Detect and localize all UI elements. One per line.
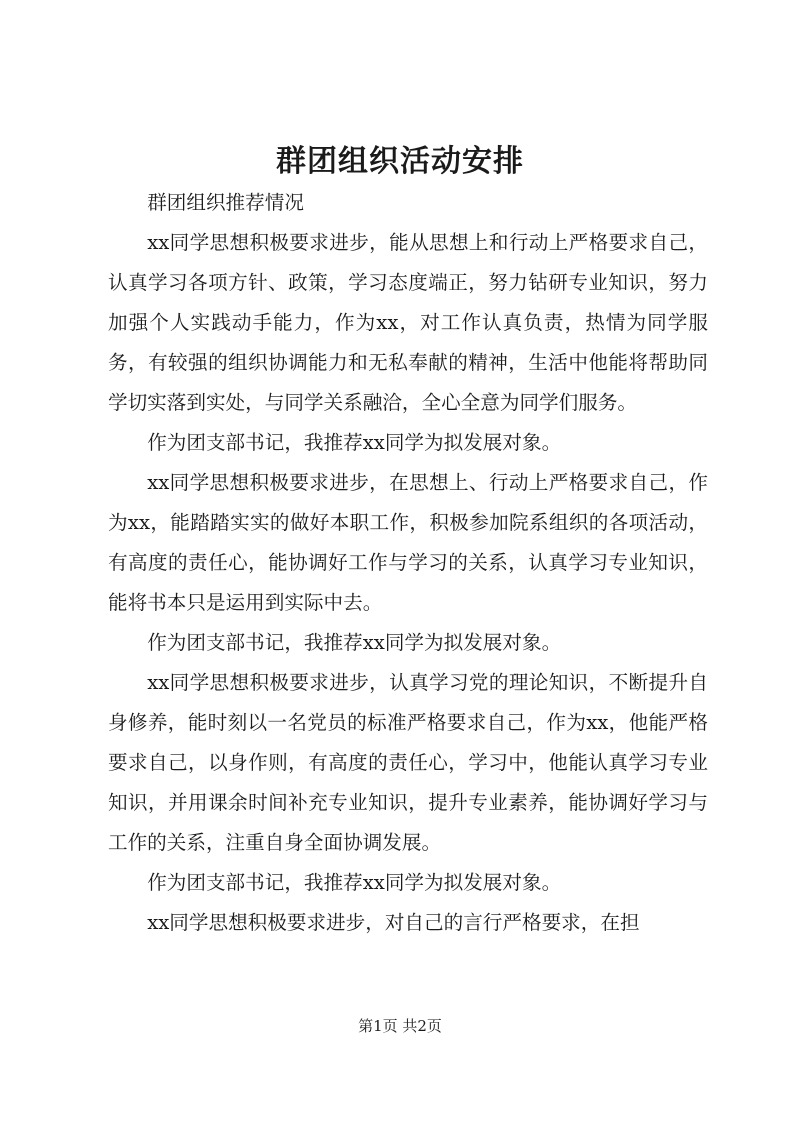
page-footer: 第1页 共2页 [358,1017,442,1035]
paragraph: xx同学思想积极要求进步，能从思想上和行动上严格要求自己，认真学习各项方针、政策，学习态度端正，努力钻研专业知识，努力加强个人实践动手能力，作为xx，对工作认真负责，热情为同学服务，有较强的组织协调能力和无私奉献的精神，生活中他能将帮助同学切实落到实处，与同学关系融洽，全心全意为同学们服务。 [108,231,708,414]
document-body [108,183,708,943]
paragraph: xx同学思想积极要求进步，认真学习党的理论知识，不断提升自身修养，能时刻以一名党员的标准严格要求自己，作为xx，他能严格要求自己，以身作则，有高度的责任心，学习中，他能认真学习专业知识，并用课余时间补充专业知识，提升专业素养，能协调好学习与工作的关系，注重自身全面协调发展。 [108,671,708,854]
paragraph: 作为团支部书记，我推荐xx同学为拟发展对象。 [147,631,562,654]
paragraph: 作为团支部书记，我推荐xx同学为拟发展对象。 [147,431,562,454]
paragraph: 作为团支部书记，我推荐xx同学为拟发展对象。 [147,871,562,894]
document-title: 群团组织活动安排 [276,144,524,179]
paragraph: xx同学思想积极要求进步，在思想上、行动上严格要求自己，作为xx，能踏踏实实的做好本职工作，积极参加院系组织的各项活动，有高度的责任心，能协调好工作与学习的关系，认真学习专业知识，能将书本只是运用到实际中去。 [108,471,708,614]
paragraph: xx同学思想积极要求进步，对自己的言行严格要求，在担 [147,911,640,934]
section-heading: 群团组织推荐情况 [147,191,304,214]
